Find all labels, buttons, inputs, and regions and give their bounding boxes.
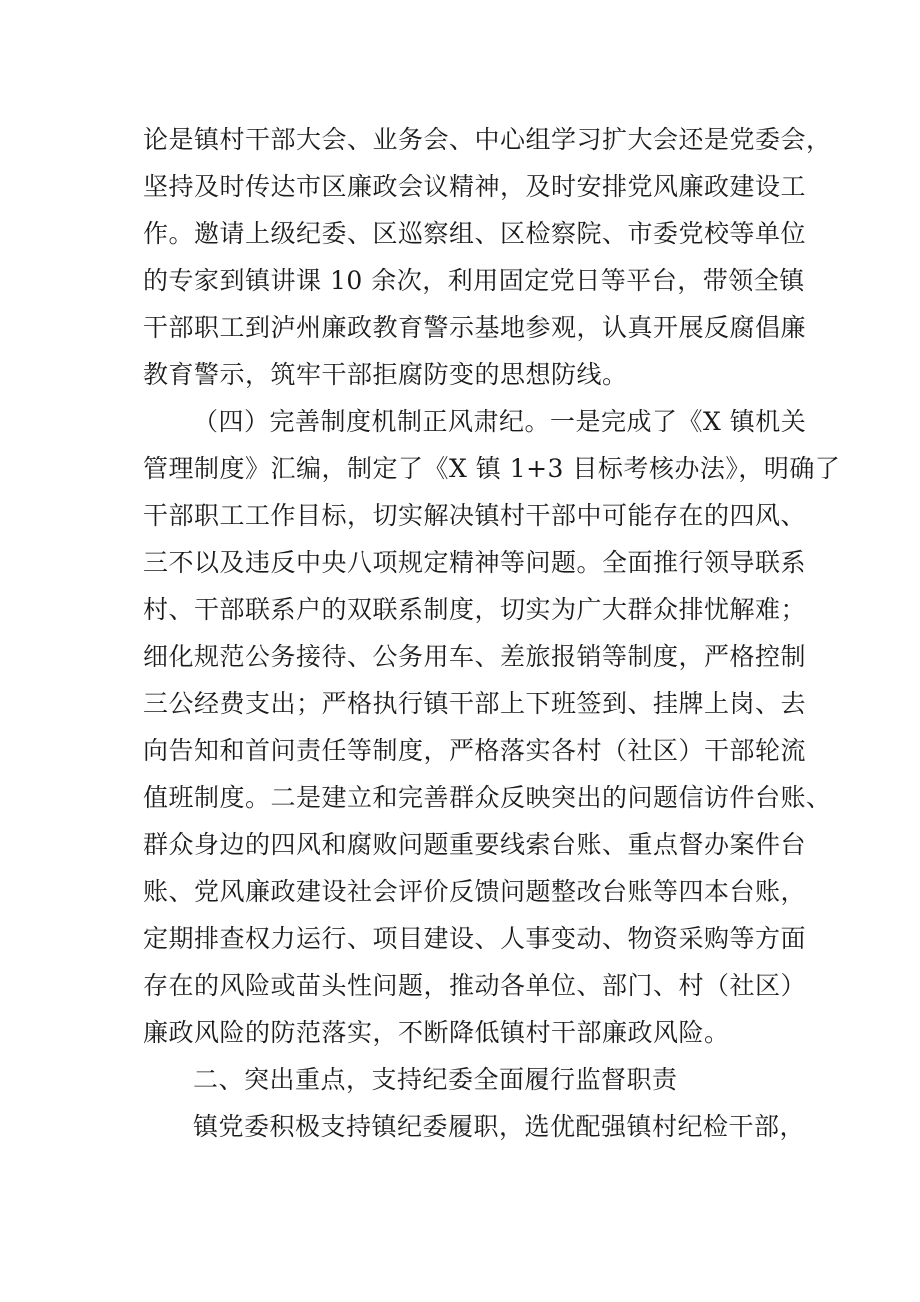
section-heading-line: （四）完善制度机制正风肃纪。一是完成了《X 镇机关 bbox=[193, 407, 807, 436]
text-line: 向告知和首问责任等制度，严格落实各村（社区）干部轮流 bbox=[143, 736, 807, 765]
text-line: 的专家到镇讲课 10 余次，利用固定党日等平台，带领全镇 bbox=[143, 266, 805, 295]
text-line: 三不以及违反中央八项规定精神等问题。全面推行领导联系 bbox=[143, 548, 807, 577]
text-line: 镇党委积极支持镇纪委履职，选优配强镇村纪检干部， bbox=[193, 1112, 806, 1141]
text-line: 干部职工到泸州廉政教育警示基地参观，认真开展反腐倡廉 bbox=[143, 313, 807, 342]
text-line: 村、干部联系户的双联系制度，切实为广大群众排忧解难； bbox=[143, 595, 807, 624]
text-line: 存在的风险或苗头性问题，推动各单位、部门、村（社区） bbox=[143, 971, 807, 1000]
text-line: 三公经费支出；严格执行镇干部上下班签到、挂牌上岗、去 bbox=[143, 689, 807, 718]
section-heading: 二、突出重点，支持纪委全面履行监督职责 bbox=[193, 1065, 678, 1094]
text-line: 账、党风廉政建设社会评价反馈问题整改台账等四本台账， bbox=[143, 877, 807, 906]
text-line: 廉政风险的防范落实，不断降低镇村干部廉政风险。 bbox=[143, 1018, 730, 1047]
text-line: 坚持及时传达市区廉政会议精神，及时安排党风廉政建设工 bbox=[143, 172, 807, 201]
text-line: 作。邀请上级纪委、区巡察组、区检察院、市委党校等单位 bbox=[143, 219, 807, 248]
text-line: 细化规范公务接待、公务用车、差旅报销等制度，严格控制 bbox=[143, 642, 807, 671]
text-line: 干部职工工作目标，切实解决镇村干部中可能存在的四风、 bbox=[143, 501, 807, 530]
text-line: 管理制度》汇编，制定了《X 镇 1+3 目标考核办法》，明确了 bbox=[143, 454, 841, 483]
text-line: 定期排查权力运行、项目建设、人事变动、物资采购等方面 bbox=[143, 924, 807, 953]
text-line: 群众身边的四风和腐败问题重要线索台账、重点督办案件台 bbox=[143, 830, 807, 859]
text-line: 论是镇村干部大会、业务会、中心组学习扩大会还是党委会， bbox=[143, 125, 832, 154]
text-line: 值班制度。二是建立和完善群众反映突出的问题信访件台账、 bbox=[143, 783, 832, 812]
text-line: 教育警示，筑牢干部拒腐防变的思想防线。 bbox=[143, 360, 628, 389]
